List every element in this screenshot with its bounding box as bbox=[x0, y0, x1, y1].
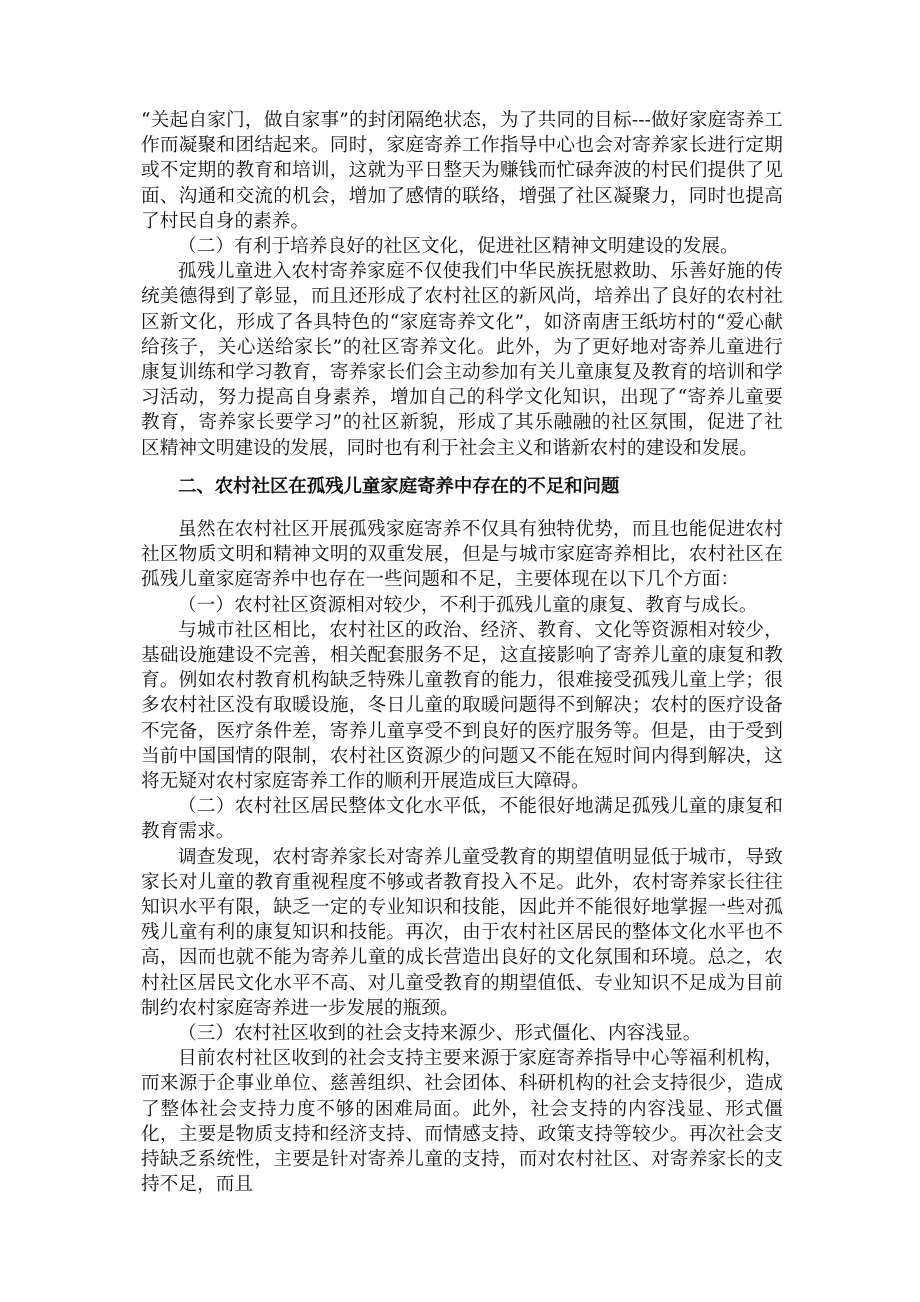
subheading-2b: （二）农村社区居民整体文化水平低，不能很好地满足孤残儿童的康复和教育需求。 bbox=[141, 796, 783, 843]
subheading-3: （三）农村社区收到的社会支持来源少、形式僵化、内容浅显。 bbox=[178, 1023, 702, 1045]
paragraph-resources: 与城市社区相比，农村社区的政治、经济、教育、文化等资源相对较少，基础设施建设不完善，相关配套服务不足，这直接影响了寄养儿童的康复和教育。例如农村教育机构缺乏特殊儿童教育的能力，很难接受孤残儿童上学；很多农村社区没有取暖设施，冬日儿童的取暖问题得不到解决；农村的医疗设备不完备，医疗条件差，寄养儿童享受不到良好的医疗服务等。但是，由于受到当前中国国情的限制，农村社区资源少的问题又不能在短时间内得到解决，这将无疑对农村家庭寄养工作的顺利开展造成巨大障碍。 bbox=[141, 619, 783, 793]
subheading-1: （一）农村社区资源相对较少，不利于孤残儿童的康复、教育与成长。 bbox=[178, 594, 758, 616]
section-heading: 二、农村社区在孤残儿童家庭寄养中存在的不足和问题 bbox=[178, 476, 620, 497]
paragraph-social-support: 目前农村社区收到的社会支持主要来源于家庭寄养指导中心等福利机构，而来源于企事业单位、慈善组织、社会团体、科研机构的社会支持很少，造成了整体社会支持力度不够的困难局面。此外，社会支持的内容浅显、形式僵化，主要是物质支持和经济支持、而情感支持、政策支持等较少。再次社会支持缺乏系统性，主要是针对寄养儿童的支持，而对农村社区、对寄养家长的支持不足，而且 bbox=[141, 1048, 783, 1196]
section-heading-block bbox=[141, 474, 783, 499]
text-block-upper bbox=[141, 108, 783, 461]
text-block-lower bbox=[141, 517, 783, 1197]
paragraph-intro: 虽然在农村社区开展孤残家庭寄养不仅具有独特优势，而且也能促进农村社区物质文明和精神文明的双重发展，但是与城市家庭寄养相比，农村社区在孤残儿童家庭寄养中也存在一些问题和不足，主要体现在以下几个方面： bbox=[141, 519, 783, 591]
subheading-2: （二）有利于培养良好的社区文化，促进社区精神文明建设的发展。 bbox=[178, 236, 739, 258]
paragraph-education-level: 调查发现，农村寄养家长对寄养儿童受教育的期望值明显低于城市，导致家长对儿童的教育重视程度不够或者教育投入不足。此外，农村寄养家长往往知识水平有限，缺乏一定的专业知识和技能，因此并不能很好地掌握一些对孤残儿童有利的康复知识和技能。再次，由于农村社区居民的整体文化水平也不高，因而也就不能为寄养儿童的成长营造出良好的文化氛围和环境。总之，农村社区居民文化水平不高、对儿童受教育的期望值低、专业知识不足成为目前制约农村家庭寄养进一步发展的瓶颈。 bbox=[141, 846, 783, 1019]
paragraph-continuation: “关起自家门，做自家事”的封闭隔绝状态，为了共同的目标---做好家庭寄养工作而凝聚和团结起来。同时，家庭寄养工作指导中心也会对寄养家长进行定期或不定期的教育和培训，这就为平日整天为赚钱而忙碌奔波的村民们提供了见面、沟通和交流的机会，增加了感情的联络，增强了社区凝聚力，同时也提高了村民自身的素养。 bbox=[141, 110, 783, 232]
paragraph-community-culture: 孤残儿童进入农村寄养家庭不仅使我们中华民族抚慰救助、乐善好施的传统美德得到了彰显，而且还形成了农村社区的新风尚，培养出了良好的农村社区新文化，形成了各具特色的“家庭寄养文化”，如济南唐王纸坊村的“爱心献给孩子，关心送给家长”的社区寄养文化。此外，为了更好地对寄养儿童进行康复训练和学习教育，寄养家长们会主动参加有关儿童康复及教育的培训和学习活动，努力提高自身素养，增加自己的科学文化知识，出现了“寄养儿童要教育，寄养家长要学习”的社区新貌，形成了其乐融融的社区氛围，促进了社区精神文明建设的发展，同时也有利于社会主义和谐新农村的建设和发展。 bbox=[141, 261, 783, 459]
